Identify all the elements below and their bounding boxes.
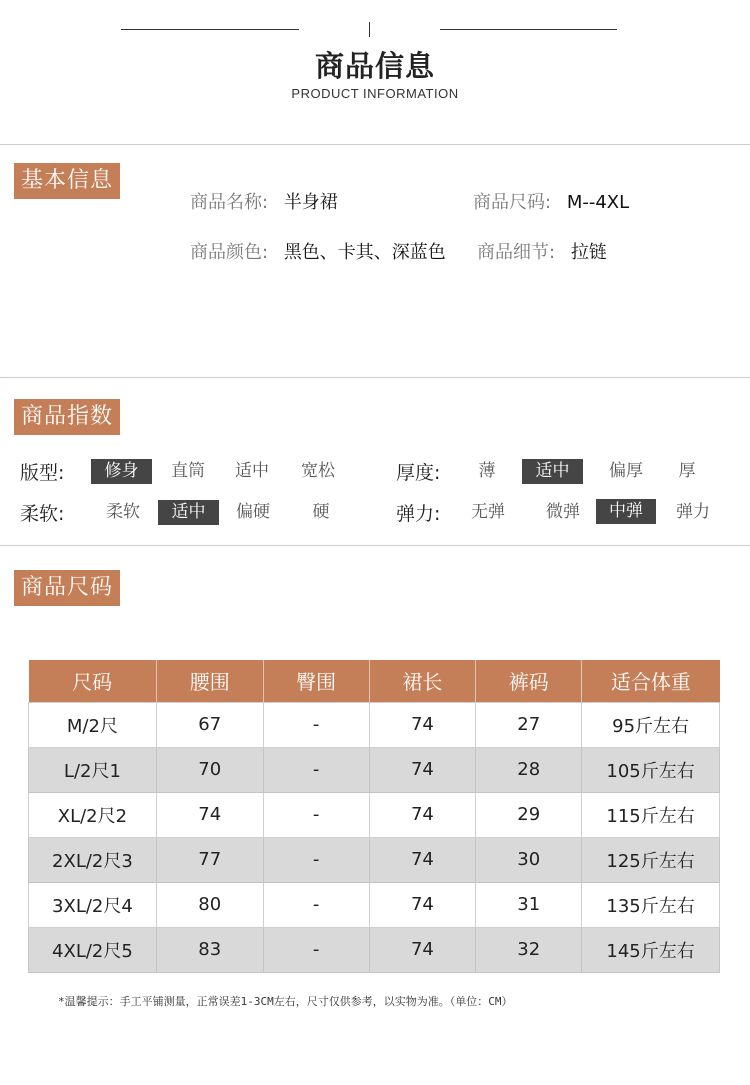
info-value: 拉链	[570, 242, 607, 263]
index-key-softness: 柔软:	[20, 503, 65, 525]
info-product-size	[473, 188, 629, 214]
info-value: 半身裙	[283, 192, 338, 213]
table-cell: 32	[476, 927, 582, 972]
table-cell: 70	[156, 747, 263, 792]
thickness-option-thickish: 偏厚	[609, 461, 643, 481]
info-value: M--4XL	[566, 192, 630, 213]
table-cell: 74	[369, 702, 476, 747]
table-cell: 28	[476, 747, 582, 792]
table-cell: -	[263, 837, 369, 882]
stretch-option-none: 无弹	[471, 502, 505, 522]
table-row	[29, 792, 720, 837]
table-cell: -	[263, 882, 369, 927]
fit-option-loose: 宽松	[301, 461, 335, 481]
soft-option-medium: 适中	[158, 500, 219, 525]
table-row	[29, 702, 720, 747]
fit-option-slim: 修身	[91, 459, 152, 484]
table-cell: 145斤左右	[582, 927, 720, 972]
table-cell: 83	[156, 927, 263, 972]
table-header-cell: 适合体重	[582, 660, 720, 702]
table-header-cell: 腰围	[156, 660, 263, 702]
info-product-detail	[477, 238, 607, 264]
table-cell: 2XL/2尺3	[29, 837, 157, 882]
soft-option-stiffish: 偏硬	[236, 502, 270, 522]
table-cell: M/2尺	[29, 702, 157, 747]
index-key-stretch: 弹力:	[396, 503, 441, 525]
fit-option-straight: 直筒	[171, 461, 205, 481]
thickness-option-thin: 薄	[478, 461, 496, 481]
index-key-thickness: 厚度:	[396, 462, 441, 484]
table-row	[29, 882, 720, 927]
table-header-cell: 裙长	[369, 660, 476, 702]
table-cell: L/2尺1	[29, 747, 157, 792]
fit-option-medium: 适中	[235, 461, 269, 481]
header-tick	[369, 22, 370, 37]
stretch-option-high: 弹力	[676, 502, 710, 522]
table-cell: 74	[156, 792, 263, 837]
table-cell: 125斤左右	[582, 837, 720, 882]
table-header-row	[29, 660, 720, 702]
table-row	[29, 927, 720, 972]
section-label-product-index: 商品指数	[14, 399, 120, 435]
divider	[0, 545, 750, 546]
table-cell: 67	[156, 702, 263, 747]
stretch-option-medium: 中弹	[596, 499, 656, 524]
table-cell: 80	[156, 882, 263, 927]
stretch-option-slight: 微弹	[546, 502, 580, 522]
header-line-left	[121, 29, 299, 30]
table-cell: 135斤左右	[582, 882, 720, 927]
info-key: 商品尺码:	[473, 192, 552, 213]
table-row	[29, 747, 720, 792]
table-cell: 74	[369, 927, 476, 972]
table-cell: -	[263, 747, 369, 792]
size-table	[28, 660, 720, 973]
table-cell: 115斤左右	[582, 792, 720, 837]
divider	[0, 377, 750, 378]
page-subtitle: PRODUCT INFORMATION	[291, 86, 459, 101]
table-cell: 74	[369, 792, 476, 837]
info-value: 黑色、卡其、深蓝色	[283, 242, 446, 263]
table-cell: 105斤左右	[582, 747, 720, 792]
table-cell: 3XL/2尺4	[29, 882, 157, 927]
info-key: 商品细节:	[477, 242, 556, 263]
info-product-name	[190, 188, 338, 214]
info-product-color	[190, 238, 446, 264]
table-cell: 30	[476, 837, 582, 882]
divider	[0, 144, 750, 145]
table-cell: 29	[476, 792, 582, 837]
soft-option-hard: 硬	[312, 502, 330, 522]
table-cell: -	[263, 702, 369, 747]
page-title: 商品信息	[314, 49, 435, 83]
table-cell: 77	[156, 837, 263, 882]
table-cell: 74	[369, 747, 476, 792]
table-cell: -	[263, 927, 369, 972]
table-cell: 31	[476, 882, 582, 927]
table-cell: 74	[369, 837, 476, 882]
table-header-cell: 裤码	[476, 660, 582, 702]
table-header-cell: 尺码	[29, 660, 157, 702]
table-cell: 27	[476, 702, 582, 747]
table-cell: XL/2尺2	[29, 792, 157, 837]
header-line-right	[440, 29, 617, 30]
table-cell: 95斤左右	[582, 702, 720, 747]
info-key: 商品名称:	[190, 192, 269, 213]
table-cell: 74	[369, 882, 476, 927]
thickness-option-thick: 厚	[678, 461, 696, 481]
table-cell: -	[263, 792, 369, 837]
soft-option-soft: 柔软	[106, 502, 140, 522]
index-key-fit: 版型:	[20, 462, 65, 484]
size-note: *温馨提示：手工平铺测量，正常误差1-3CM左右，尺寸仅供参考，以实物为准。（单位：CM）	[58, 995, 513, 1008]
table-cell: 4XL/2尺5	[29, 927, 157, 972]
table-row	[29, 837, 720, 882]
info-key: 商品颜色:	[190, 242, 269, 263]
section-label-product-size: 商品尺码	[14, 570, 120, 606]
section-label-basic-info: 基本信息	[14, 163, 120, 199]
table-header-cell: 臀围	[263, 660, 369, 702]
thickness-option-medium: 适中	[522, 459, 583, 484]
